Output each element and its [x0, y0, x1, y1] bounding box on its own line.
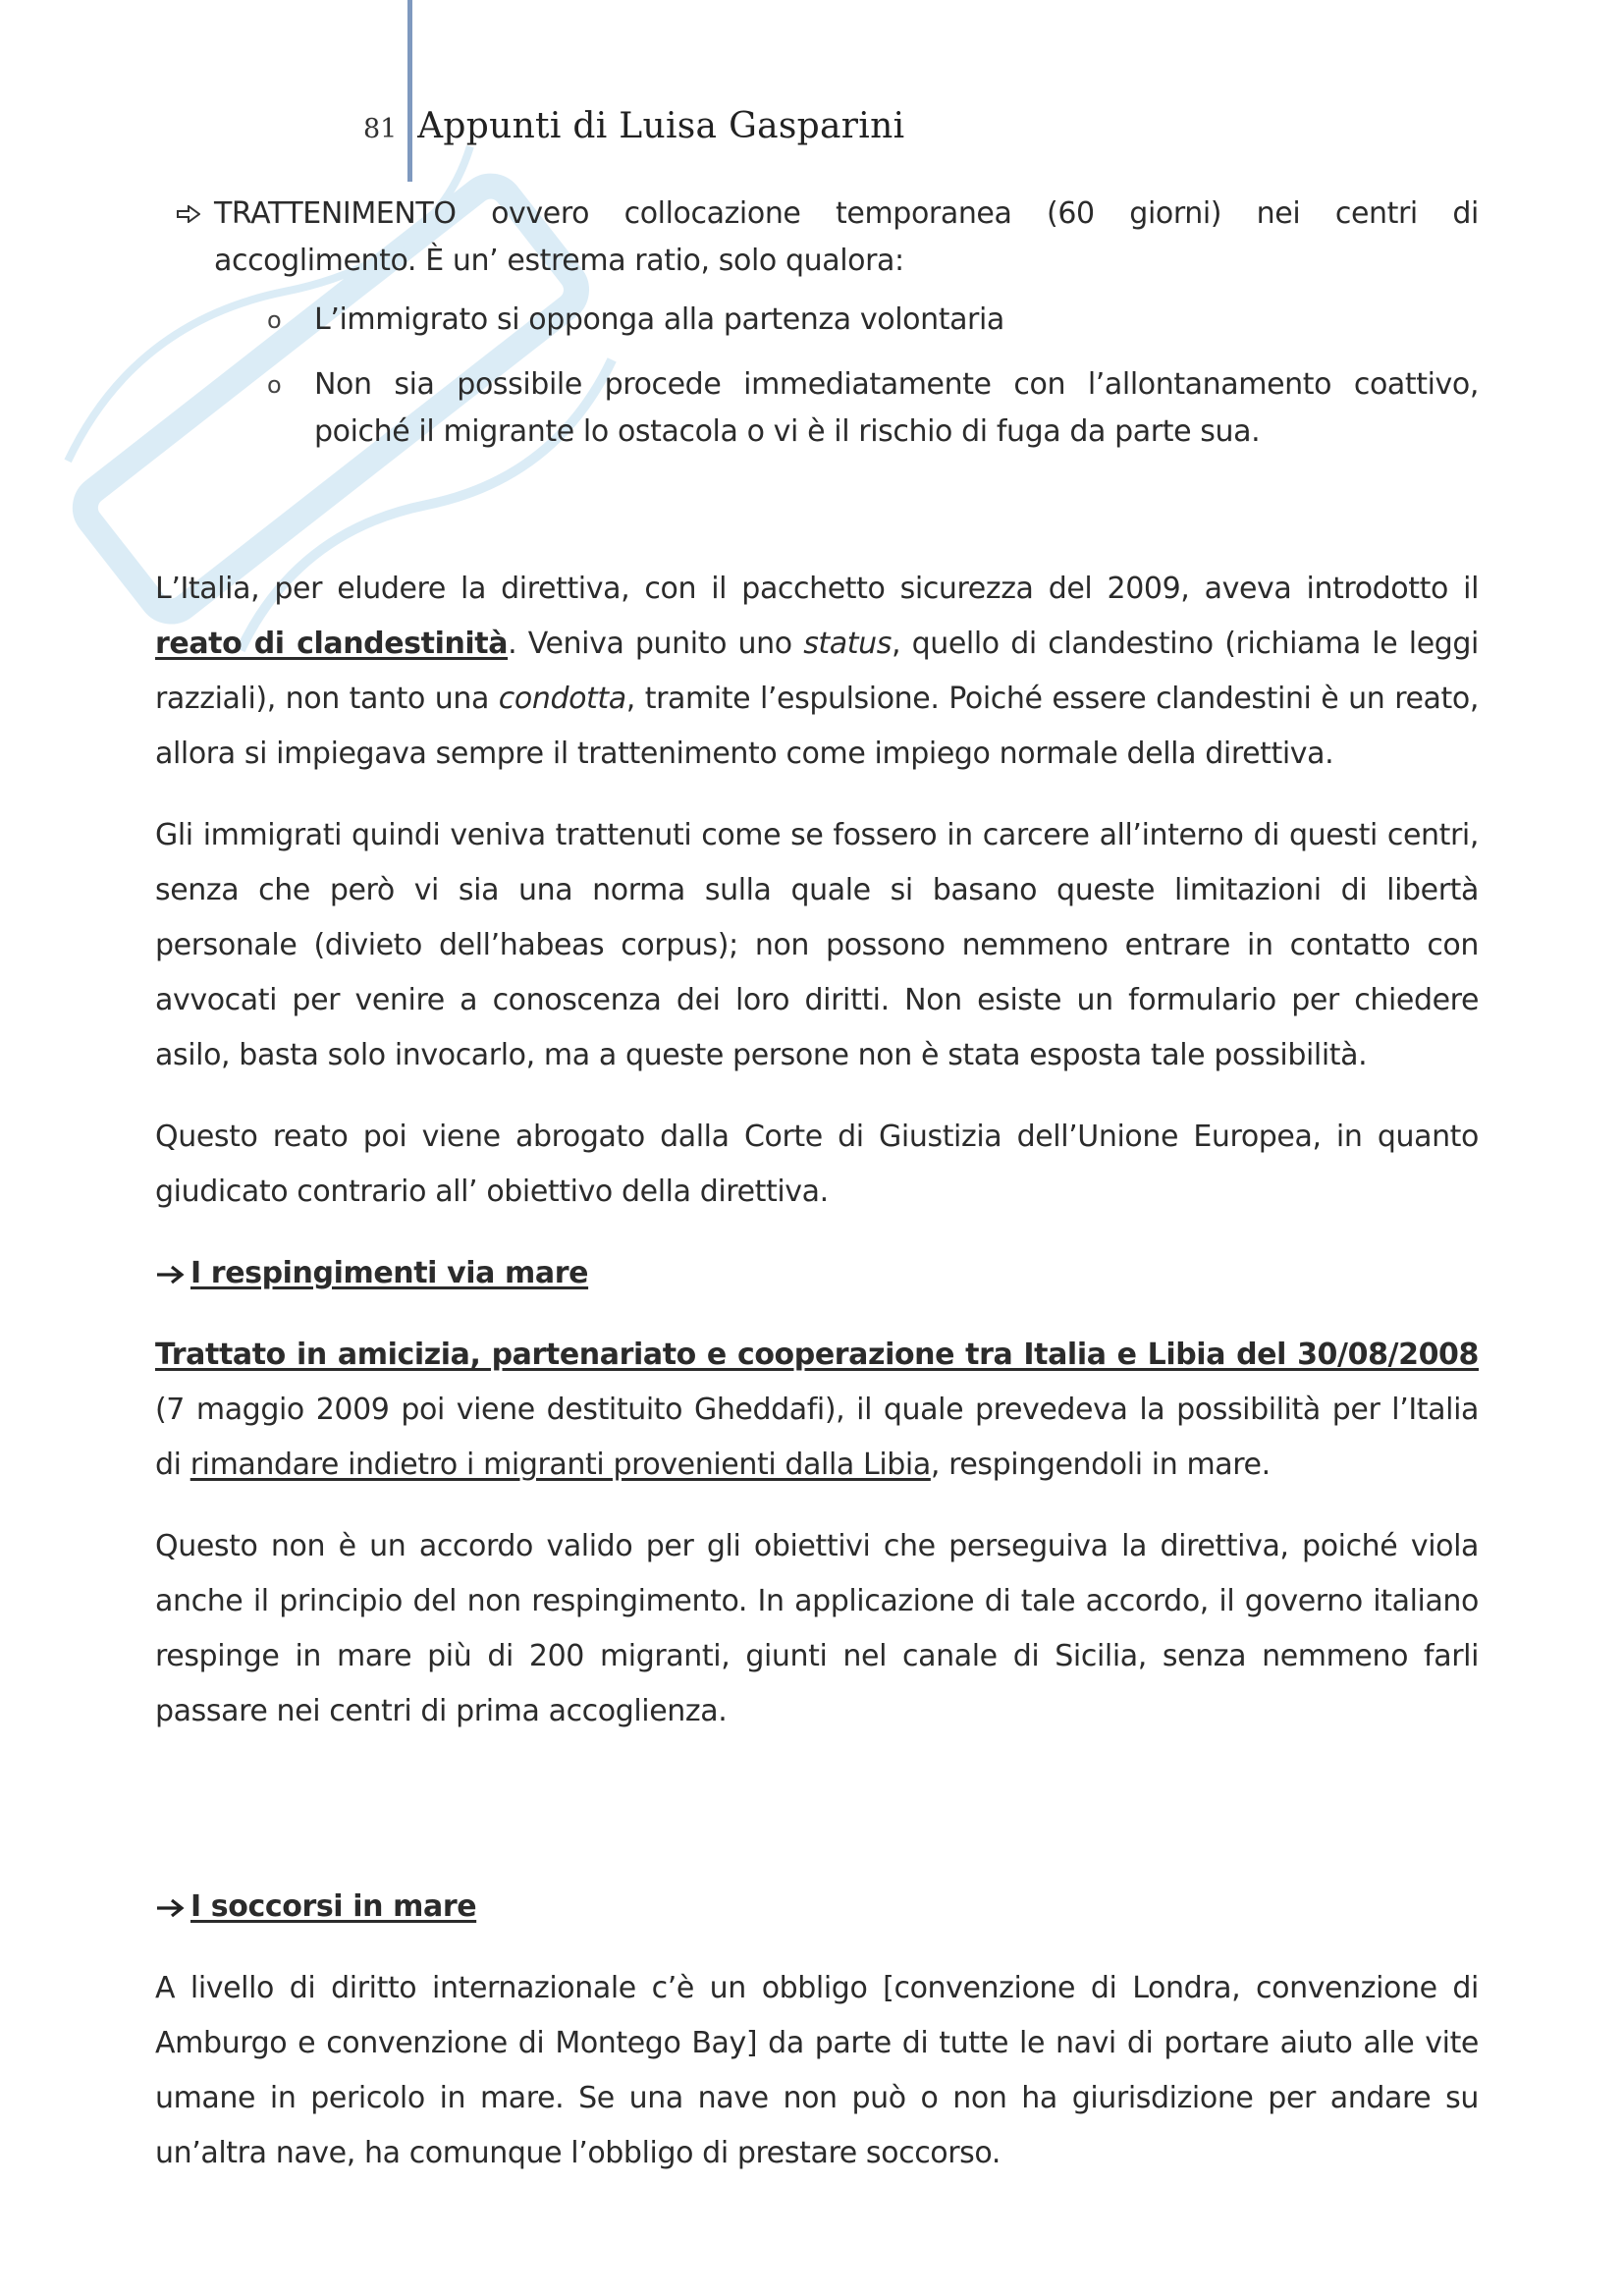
- document-body: [155, 191, 1479, 2208]
- paragraph-trattato: [155, 1328, 1479, 1493]
- list-item-text: L’immigrato si opponga alla partenza volontaria: [314, 302, 1004, 337]
- heading-respingimenti: [155, 1246, 1479, 1301]
- text-run: (7 maggio 2009 poi viene destituito Gheddafi), il quale prevedeva la possibilità per l’Italia di: [155, 1393, 1479, 1482]
- arrow-right-icon: [155, 1898, 185, 1918]
- circle-bullet-icon: o: [267, 371, 282, 399]
- page-title: Appunti di Luisa Gasparini: [417, 106, 905, 146]
- list-item: [267, 361, 1479, 456]
- list-item-text: Non sia possibile procede immediatamente con l’allontanamento coattivo, poiché il migrante lo ostacola o vi è il rischio di fuga da parte sua.: [314, 367, 1479, 449]
- page-number: 81: [363, 114, 398, 144]
- list-item: [267, 297, 1479, 344]
- text-run: L’Italia, per eludere la direttiva, con il pacchetto sicurezza del 2009, aveva introdotto il: [155, 572, 1479, 606]
- italic-term: condotta: [498, 682, 626, 716]
- header-rule: [407, 0, 412, 182]
- paragraph-diritto-internazionale: A livello di diritto internazionale c’è un obbligo [convenzione di Londra, convenzione di Amburgo e convenzione di Montego Bay] da parte di tutte le navi di portare aiuto alle vite umane in pericolo in mare. Se una nave non può o non ha giurisdizione per andare su un’altra nave, ha comunque l’obbligo di prestare soccorso.: [155, 1971, 1479, 2170]
- paragraph-abrogazione: Questo reato poi viene abrogato dalla Corte di Giustizia dell’Unione Europea, in quanto giudicato contrario all’ obiettivo della direttiva.: [155, 1120, 1479, 1209]
- paragraph-accordo: Questo non è un accordo valido per gli obiettivi che perseguiva la direttiva, poiché viola anche il principio del non respingimento. In applicazione di tale accordo, il governo italiano respinge in mare più di 200 migranti, giunti nel canale di Sicilia, senza nemmeno farli passare nei centri di prima accoglienza.: [155, 1529, 1479, 1728]
- circle-bullet-icon: o: [267, 306, 282, 334]
- text-run: , tramite l’espulsione. Poiché essere clandestini è un reato, allora si impiegava sempre il trattenimento come impiego normale della direttiva.: [155, 682, 1479, 771]
- text-run: , respingendoli in mare.: [930, 1448, 1271, 1482]
- hollow-arrow-icon: [177, 205, 200, 223]
- arrow-right-icon: [155, 1265, 185, 1285]
- trattenimento-conditions: [155, 297, 1479, 456]
- heading-text: I soccorsi in mare: [190, 1889, 477, 1924]
- heading-soccorsi: [155, 1880, 1479, 1935]
- treaty-title: Trattato in amicizia, partenariato e cooperazione tra Italia e Libia del 30/08/2008: [155, 1338, 1479, 1372]
- underlined-text: rimandare indietro i migranti provenienti dalla Libia: [189, 1448, 931, 1482]
- text-run: , quello di clandestino (richiama le leggi razziali), non tanto una: [155, 627, 1479, 716]
- paragraph-immigrati: Gli immigrati quindi veniva trattenuti come se fossero in carcere all’interno di questi centri, senza che però vi sia una norma sulla quale si basano queste limitazioni di libertà personale (divieto dell’habeas corpus); non possono nemmeno entrare in contatto con avvocati per venire a conoscenza dei loro diritti. Non esiste un formulario per chiedere asilo, basta solo invocarlo, ma a queste persone non è stata esposta tale possibilità.: [155, 818, 1479, 1072]
- highlight-term: reato di clandestinità: [155, 627, 509, 661]
- paragraph-reato-clandestinita: [155, 562, 1479, 782]
- heading-text: I respingimenti via mare: [190, 1256, 589, 1290]
- trattenimento-item: [155, 191, 1479, 285]
- text-run: . Veniva punito uno: [508, 627, 804, 661]
- page-header: [363, 106, 904, 146]
- trattenimento-text: TRATTENIMENTO ovvero collocazione temporanea (60 giorni) nei centri di accoglimento. È un’ estrema ratio, solo qualora:: [214, 196, 1479, 278]
- italic-term: status: [803, 627, 892, 661]
